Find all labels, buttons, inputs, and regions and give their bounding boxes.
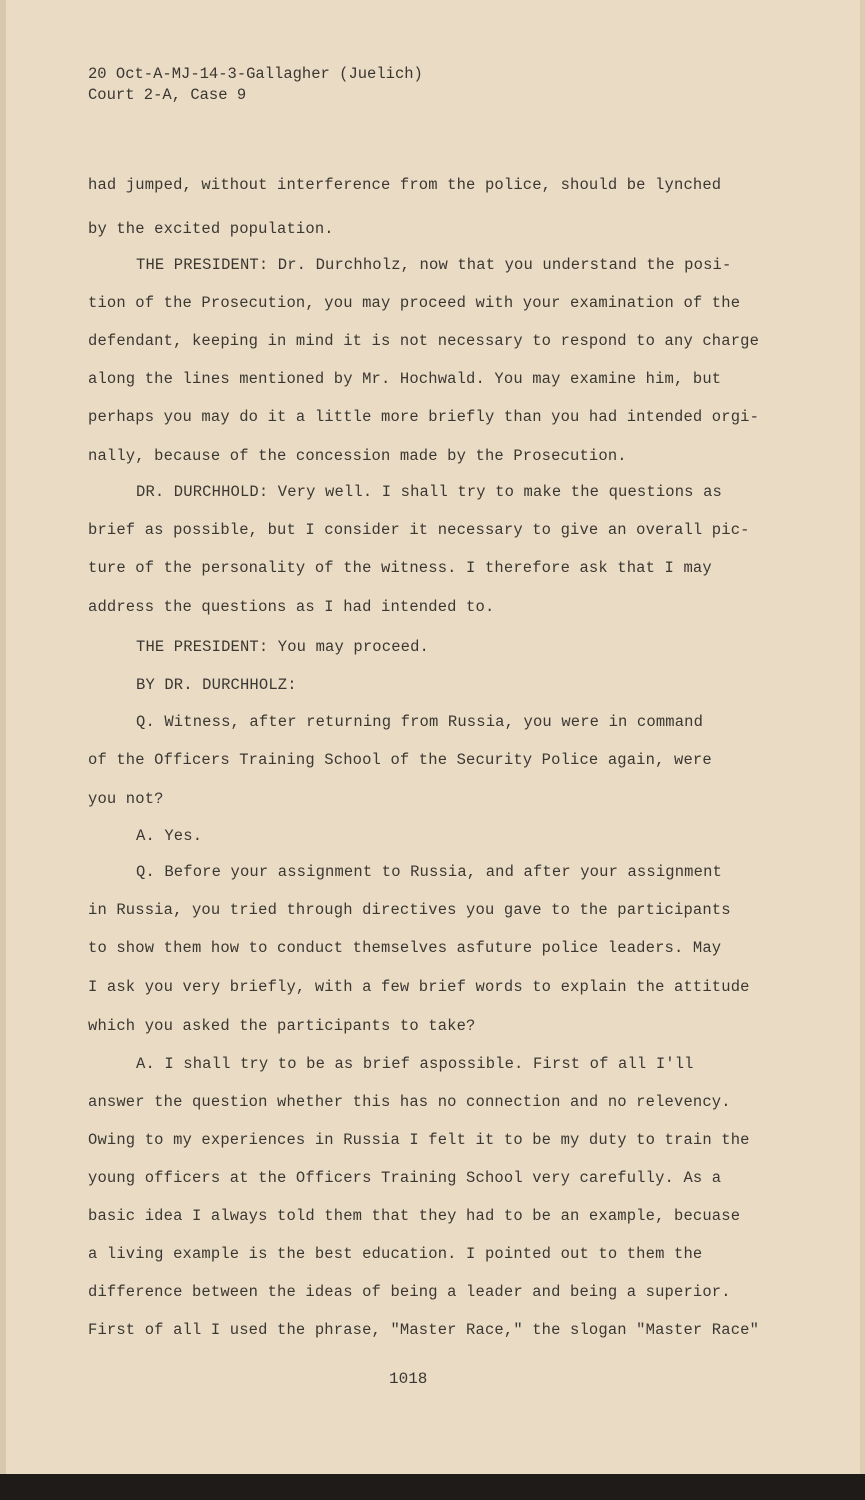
text-line-13: THE PRESIDENT: You may proceed. <box>136 638 429 656</box>
text-line-5: defendant, keeping in mind it is not necessary to respond to any charge <box>88 332 760 350</box>
scan-bottom-border <box>0 1474 865 1500</box>
text-line-12: address the questions as I had intended to. <box>88 598 495 616</box>
text-line-21: to show them how to conduct themselves asfuture police leaders. May <box>88 939 722 957</box>
page-number: 1018 <box>389 1370 428 1388</box>
text-line-3: THE PRESIDENT: Dr. Durchholz, now that you understand the posi- <box>136 256 732 274</box>
text-line-24: A. I shall try to be as brief aspossible. First of all I'll <box>136 1055 694 1073</box>
text-line-8: nally, because of the concession made by the Prosecution. <box>88 447 627 465</box>
text-line-7: perhaps you may do it a little more briefly than you had intended orgi- <box>88 408 760 426</box>
text-line-17: you not? <box>88 790 164 808</box>
text-line-20: in Russia, you tried through directives you gave to the participants <box>88 901 731 919</box>
text-line-18: A. Yes. <box>136 827 203 845</box>
text-line-28: basic idea I always told them that they had to be an example, becuase <box>88 1207 741 1225</box>
text-line-14: BY DR. DURCHHOLZ: <box>136 676 297 694</box>
text-line-30: difference between the ideas of being a leader and being a superior. <box>88 1283 731 1301</box>
text-line-16: of the Officers Training School of the Security Police again, were <box>88 751 712 769</box>
text-line-25: answer the question whether this has no connection and no relevency. <box>88 1093 731 1111</box>
text-line-11: ture of the personality of the witness. I therefore ask that I may <box>88 559 712 577</box>
text-line-2: by the excited population. <box>88 220 334 238</box>
header-line-2: Court 2-A, Case 9 <box>88 86 247 104</box>
text-line-6: along the lines mentioned by Mr. Hochwald. You may examine him, but <box>88 370 722 388</box>
text-line-26: Owing to my experiences in Russia I felt it to be my duty to train the <box>88 1131 750 1149</box>
text-line-19: Q. Before your assignment to Russia, and after your assignment <box>136 863 722 881</box>
text-line-29: a living example is the best education. I pointed out to them the <box>88 1245 703 1263</box>
text-line-15: Q. Witness, after returning from Russia, you were in command <box>136 713 704 731</box>
text-line-22: I ask you very briefly, with a few brief words to explain the attitude <box>88 978 750 996</box>
text-line-10: brief as possible, but I consider it necessary to give an overall pic- <box>88 521 750 539</box>
text-line-23: which you asked the participants to take? <box>88 1017 476 1035</box>
text-line-1: had jumped, without interference from the police, should be lynched <box>88 176 722 194</box>
text-line-4: tion of the Prosecution, you may proceed with your examination of the <box>88 294 741 312</box>
header-line-1: 20 Oct-A-MJ-14-3-Gallagher (Juelich) <box>88 65 423 83</box>
text-line-27: young officers at the Officers Training School very carefully. As a <box>88 1169 722 1187</box>
text-line-31: First of all I used the phrase, "Master Race," the slogan "Master Race" <box>88 1321 760 1339</box>
text-line-9: DR. DURCHHOLD: Very well. I shall try to make the questions as <box>136 483 722 501</box>
